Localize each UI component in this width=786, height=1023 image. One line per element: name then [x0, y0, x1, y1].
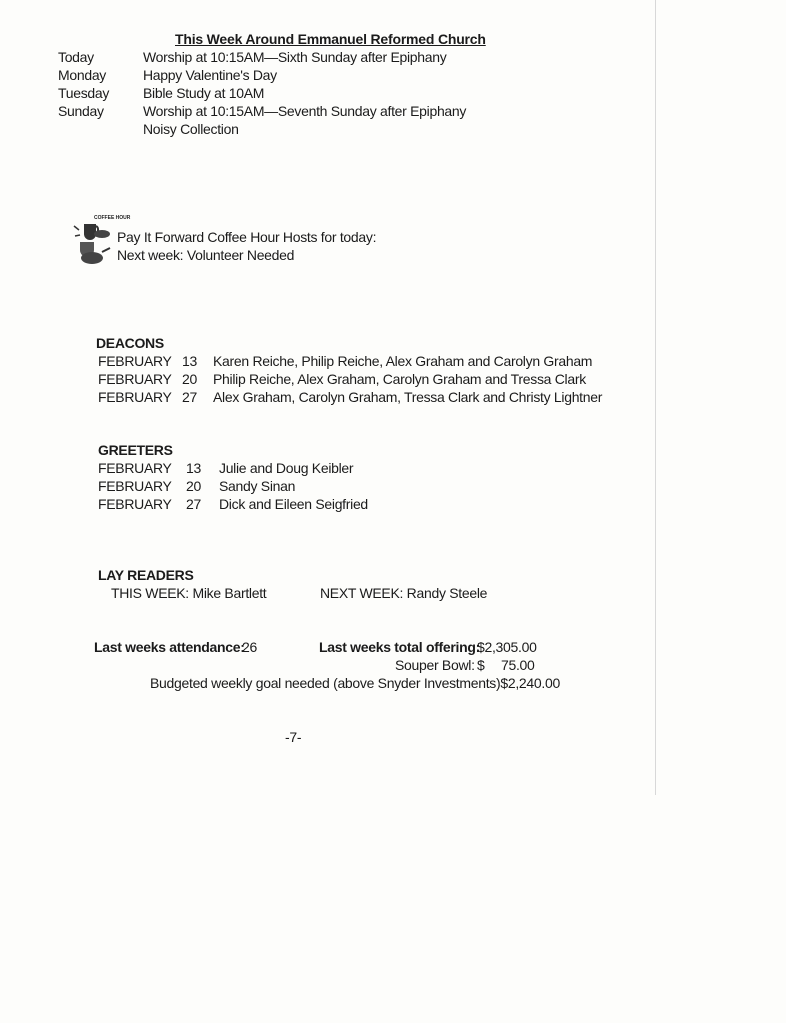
offering-value: $2,305.00 [477, 639, 537, 655]
coffee-icon-label: COFFEE HOUR [94, 215, 131, 221]
greeter-month: FEBRUARY [98, 496, 172, 512]
offering-label: Last weeks total offering: [319, 639, 481, 655]
deacon-names: Alex Graham, Carolyn Graham, Tressa Clark and Christy Lightner [213, 389, 603, 405]
attendance-value: 26 [242, 639, 257, 655]
greeter-names: Dick and Eileen Seigfried [219, 496, 368, 512]
souper-bowl-value: 75.00 [501, 657, 535, 673]
schedule-event: Worship at 10:15AM—Seventh Sunday after Epiphany [143, 103, 467, 119]
lay-readers-heading: LAY READERS [98, 567, 194, 583]
page-edge-line [655, 0, 656, 795]
greeter-names: Sandy Sinan [219, 478, 296, 494]
lay-reader-next-week: NEXT WEEK: Randy Steele [320, 585, 488, 601]
lay-reader-this-week: THIS WEEK: Mike Bartlett [111, 585, 267, 601]
deacon-names: Philip Reiche, Alex Graham, Carolyn Graham and Tressa Clark [213, 371, 586, 387]
deacon-names: Karen Reiche, Philip Reiche, Alex Graham and Carolyn Graham [213, 353, 593, 369]
coffee-next-week: Next week: Volunteer Needed [117, 247, 295, 263]
greeter-day: 20 [186, 478, 201, 494]
deacon-month: FEBRUARY [98, 371, 172, 387]
budget-goal-line: Budgeted weekly goal needed (above Snyder Investments)$2,240.00 [150, 675, 560, 691]
souper-bowl-label: Souper Bowl: [395, 657, 475, 673]
schedule-event: Happy Valentine's Day [143, 67, 277, 83]
deacon-day: 20 [182, 371, 197, 387]
greeter-month: FEBRUARY [98, 460, 172, 476]
attendance-label: Last weeks attendance: [94, 639, 245, 655]
greeters-heading: GREETERS [98, 442, 173, 458]
schedule-day: Tuesday [58, 85, 110, 101]
schedule-day: Today [58, 49, 94, 65]
page-number: -7- [285, 729, 302, 745]
deacon-month: FEBRUARY [98, 389, 172, 405]
coffee-hosts-line: Pay It Forward Coffee Hour Hosts for today: [117, 229, 377, 245]
greeter-month: FEBRUARY [98, 478, 172, 494]
page-title: This Week Around Emmanuel Reformed Church [175, 31, 486, 47]
greeter-day: 27 [186, 496, 201, 512]
schedule-day: Monday [58, 67, 107, 83]
deacon-day: 13 [182, 353, 197, 369]
coffee-cup-icon [72, 212, 131, 268]
schedule-day: Sunday [58, 103, 104, 119]
schedule-event: Bible Study at 10AM [143, 85, 265, 101]
greeter-day: 13 [186, 460, 201, 476]
deacon-month: FEBRUARY [98, 353, 172, 369]
souper-bowl-currency: $ [477, 657, 485, 673]
deacons-heading: DEACONS [96, 335, 164, 351]
schedule-event: Worship at 10:15AM—Sixth Sunday after Epiphany [143, 49, 447, 65]
schedule-event: Noisy Collection [143, 121, 239, 137]
deacon-day: 27 [182, 389, 197, 405]
greeter-names: Julie and Doug Keibler [219, 460, 354, 476]
